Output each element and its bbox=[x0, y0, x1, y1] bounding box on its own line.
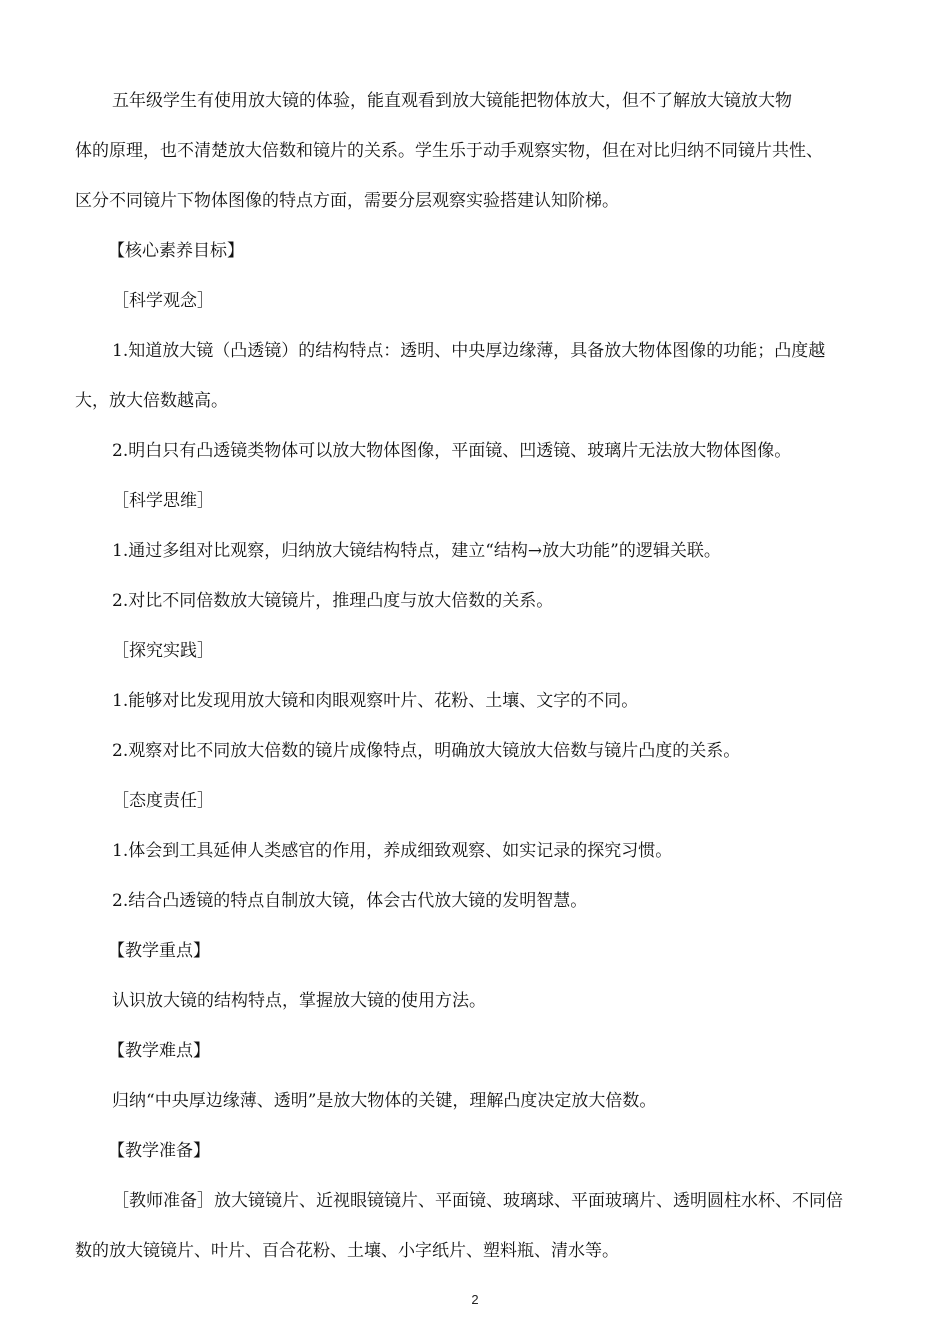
difficulties-heading: 【教学难点】 bbox=[108, 1041, 210, 1061]
preparation-line-2: 数的放大镜镜片、叶片、百合花粉、土壤、小字纸片、塑料瓶、清水等。 bbox=[75, 1241, 619, 1261]
inquiry-practice-item-1: 1.能够对比发现用放大镜和肉眼观察叶片、花粉、土壤、文字的不同。 bbox=[112, 691, 639, 711]
science-thinking-heading: ［科学思维］ bbox=[112, 491, 214, 511]
inquiry-practice-item-2: 2.观察对比不同放大倍数的镜片成像特点，明确放大镜放大倍数与镜片凸度的关系。 bbox=[112, 741, 741, 761]
science-thinking-item-1: 1.通过多组对比观察，归纳放大镜结构特点，建立“结构→放大功能”的逻辑关联。 bbox=[112, 541, 721, 561]
intro-paragraph-line-1: 五年级学生有使用放大镜的体验，能直观看到放大镜能把物体放大，但不了解放大镜放大物 bbox=[112, 91, 792, 111]
science-concept-heading: ［科学观念］ bbox=[112, 291, 214, 311]
science-concept-item-2: 2.明白只有凸透镜类物体可以放大物体图像，平面镜、凹透镜、玻璃片无法放大物体图像。 bbox=[112, 441, 792, 461]
intro-paragraph-line-3: 区分不同镜片下物体图像的特点方面，需要分层观察实验搭建认知阶梯。 bbox=[75, 191, 619, 211]
science-thinking-item-2: 2.对比不同倍数放大镜镜片，推理凸度与放大倍数的关系。 bbox=[112, 591, 554, 611]
key-points-text: 认识放大镜的结构特点，掌握放大镜的使用方法。 bbox=[112, 991, 486, 1011]
core-goals-heading: 【核心素养目标】 bbox=[108, 241, 244, 261]
inquiry-practice-heading: ［探究实践］ bbox=[112, 641, 214, 661]
key-points-heading: 【教学重点】 bbox=[108, 941, 210, 961]
intro-paragraph-line-2: 体的原理，也不清楚放大倍数和镜片的关系。学生乐于动手观察实物，但在对比归纳不同镜片共性、 bbox=[75, 141, 823, 161]
difficulties-text: 归纳“中央厚边缘薄、透明”是放大物体的关键，理解凸度决定放大倍数。 bbox=[112, 1091, 657, 1111]
preparation-heading: 【教学准备】 bbox=[108, 1141, 210, 1161]
attitude-item-2: 2.结合凸透镜的特点自制放大镜，体会古代放大镜的发明智慧。 bbox=[112, 891, 588, 911]
attitude-item-1: 1.体会到工具延伸人类感官的作用，养成细致观察、如实记录的探究习惯。 bbox=[112, 841, 673, 861]
preparation-line-1: ［教师准备］放大镜镜片、近视眼镜镜片、平面镜、玻璃球、平面玻璃片、透明圆柱水杯、不同倍 bbox=[112, 1191, 843, 1211]
science-concept-item-1-line-1: 1.知道放大镜（凸透镜）的结构特点：透明、中央厚边缘薄，具备放大物体图像的功能；凸度越 bbox=[112, 341, 826, 361]
page-number: 2 bbox=[471, 1292, 479, 1307]
attitude-heading: ［态度责任］ bbox=[112, 791, 214, 811]
science-concept-item-1-line-2: 大，放大倍数越高。 bbox=[75, 391, 228, 411]
